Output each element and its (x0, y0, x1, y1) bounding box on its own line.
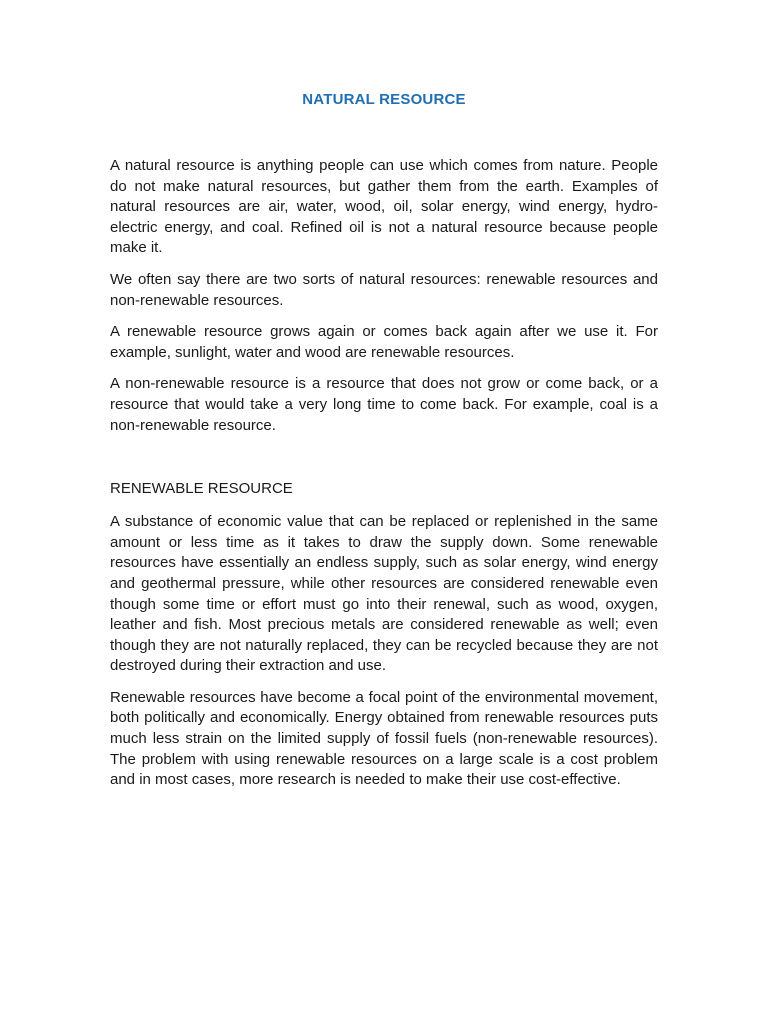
paragraph-renewable-definition: A renewable resource grows again or comes back again after we use it. For example, sunlight, water and wood are renewable resources. (110, 323, 658, 361)
document-title: NATURAL RESOURCE (302, 91, 466, 108)
document-body (110, 156, 658, 802)
section-heading-renewable-resource: RENEWABLE RESOURCE (110, 480, 293, 498)
paragraph-two-sorts: We often say there are two sorts of natural resources: renewable resources and non-renewable resources. (110, 270, 658, 309)
paragraph-renewable-environmental-movement: Renewable resources have become a focal point of the environmental movement, both politically and economically. Energy obtained from renewable resources puts much less strain on the limited supply of fossil fuels (non-renewable resources). The problem with using renewable resources on a large scale is a cost problem and in most cases, more research is needed to make their use cost-effective. (110, 688, 658, 789)
paragraph-renewable-economic-value: A substance of economic value that can be replaced or replenished in the same amount or less time as it takes to draw the supply down. Some renewable resources have essentially an endless supply, such as solar energy, wind energy and geothermal pressure, while other resources are considered renewable even though some time or effort must go into their renewal, such as wood, oxygen, leather and fish. Most precious metals are considered renewable as well; even though they are not naturally replaced, they can be recycled because they are not destroyed during their extraction and use. (110, 513, 658, 675)
paragraph-non-renewable-definition: A non-renewable resource is a resource that does not grow or come back, or a resource that would take a very long time to come back. For example, coal is a non-renewable resource. (110, 375, 658, 434)
paragraph-natural-resource-definition: A natural resource is anything people can use which comes from nature. People do not make natural resources, but gather them from the earth. Examples of natural resources are air, water, wood, oil, solar energy, wind energy, hydro-electric energy, and coal. Refined oil is not a natural resource because people make it. (110, 157, 658, 257)
